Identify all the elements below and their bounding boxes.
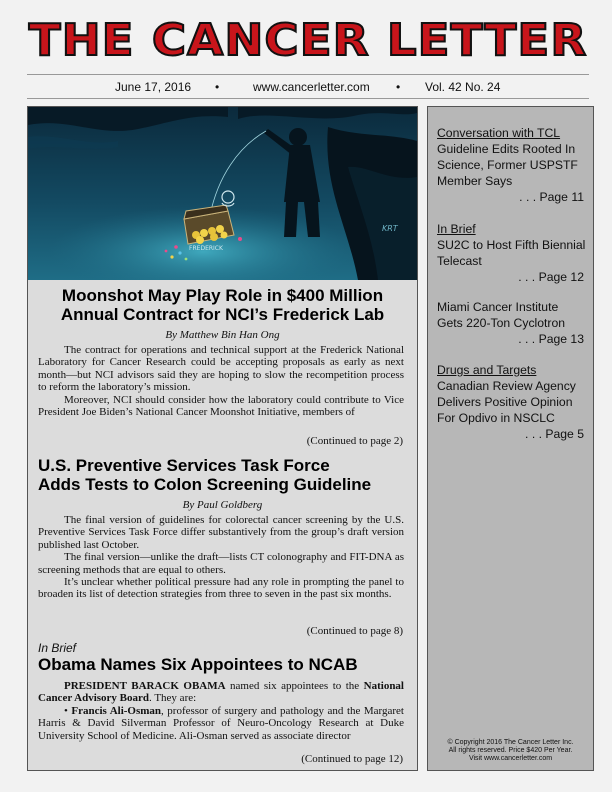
sidebar-item-opdivo[interactable] (437, 362, 587, 442)
appointee-name: Francis Ali-Osman (71, 704, 162, 717)
visit-line[interactable]: Visit www.cancerletter.com (468, 755, 553, 762)
sidebar-item-kicker: Conversation with TCL (437, 126, 561, 140)
appointee-description: , professor of surgery and pathology and the Margaret Harris & David Silverman Professor of Neuro-Oncology Research at Duke University School of Medicine. Ali-Osman served as associate director (38, 704, 404, 742)
article-3-lead-end: . They are: (149, 692, 197, 705)
article-1-headline-line-1[interactable]: Moonshot May Play Role in $400 Million (61, 286, 384, 305)
sidebar-item-page: . . . Page 11 (519, 190, 584, 204)
article-2-continued[interactable]: (Continued to page 8) (306, 625, 403, 637)
copyright-line: © Copyright 2016 The Cancer Letter Inc. (447, 739, 574, 746)
article-2-byline: By Paul Goldberg (182, 499, 263, 511)
article-1-continued[interactable]: (Continued to page 2) (306, 435, 403, 447)
article-1-body (38, 344, 404, 418)
sidebar-item-conversation[interactable] (437, 125, 587, 205)
article-1-byline: By Matthew Bin Han Ong (165, 329, 280, 341)
article-2-headline-line-1[interactable]: U.S. Preventive Services Task Force (38, 456, 330, 475)
article-2-headline-line-2[interactable]: Adds Tests to Colon Screening Guideline (38, 475, 372, 494)
copyright-notice (428, 739, 593, 763)
article-2-paragraph-1: The final version of guidelines for colorectal cancer screening by the U.S. Preventive Services Task Force differ substantively from the group’s draft version published last October. (38, 514, 404, 551)
masthead-rule-top (27, 74, 589, 75)
masthead-title: THE CANCER LETTER (28, 15, 588, 66)
sidebar-item-title: SU2C to Host Fifth Biennial Telecast (437, 238, 586, 268)
artist-signature: KRT (382, 224, 398, 233)
article-3-lead-name: PRESIDENT BARACK OBAMA (64, 680, 226, 692)
article-1-headline[interactable] (34, 286, 411, 324)
chest-label: FREDERICK (189, 245, 223, 252)
article-1-headline-line-2[interactable]: Annual Contract for NCI’s Frederick Lab (60, 305, 385, 324)
issue-date: June 17, 2016 (115, 80, 192, 94)
article-1-paragraph-2: Moreover, NCI should consider how the laboratory could contribute to Vice President Joe Biden’s National Cancer Moonshot Initiative, members of (38, 393, 404, 419)
sidebar-item-title: Miami Cancer Institute Gets 220-Ton Cyclotron (437, 300, 566, 330)
cover-illustration (28, 107, 417, 280)
issue-volume: Vol. 42 No. 24 (425, 80, 501, 94)
bullet: • (64, 704, 72, 717)
article-2-body (38, 514, 404, 601)
rights-line: All rights reserved. Price $420 Per Year. (448, 747, 573, 754)
article-3-continued[interactable]: (Continued to page 12) (301, 753, 403, 765)
sidebar-item-page: . . . Page 13 (518, 332, 584, 346)
dateline-bullet-1: • (215, 80, 220, 94)
dateline-bullet-2: • (396, 80, 401, 94)
article-3-body (38, 680, 404, 742)
dateline (27, 78, 589, 96)
article-3-paragraph-1 (38, 680, 404, 705)
article-2-paragraph-2: The final version—unlike the draft—lists CT colonography and FIT-DNA as screening methods that are equal to others. (38, 551, 404, 576)
site-link[interactable]: www.cancerletter.com (253, 80, 370, 94)
masthead-rule-bottom (27, 98, 589, 99)
article-2-headline[interactable] (38, 456, 408, 494)
sidebar-item-page: . . . Page 5 (525, 427, 584, 441)
main-column (27, 106, 418, 771)
article-3-board-name: National Cancer Advisory Board (38, 680, 404, 705)
article-1-paragraph-1: The contract for operations and technical support at the Frederick National Laboratory for Cancer Research could be accepting proposals as early as next month—but NCI advisors said they are hoping to slow the recompetition process to reform the laboratory’s mission. (38, 344, 404, 394)
article-2-paragraph-3: It’s unclear whether political pressure had any role in prompting the panel to broaden its list of detection strategies from three to seven in the past six months. (38, 576, 404, 601)
sidebar-item-cyclotron[interactable] (437, 299, 587, 347)
sidebar-item-kicker: Drugs and Targets (437, 363, 537, 377)
article-3-kicker: In Brief (38, 641, 77, 655)
sidebar-item-title: Canadian Review Agency Delivers Positive Opinion For Opdivo in NSCLC (437, 379, 576, 425)
sidebar-item-kicker: In Brief (437, 222, 476, 236)
article-3-headline[interactable]: Obama Names Six Appointees to NCAB (38, 655, 358, 674)
sidebar-item-title: Guideline Edits Rooted In Science, Former USPSTF Member Says (437, 142, 578, 188)
sidebar-item-page: . . . Page 12 (518, 270, 584, 284)
sidebar-item-su2c[interactable] (437, 221, 587, 285)
article-3-paragraph-2 (38, 705, 404, 742)
sidebar-contents (427, 106, 594, 771)
article-3-lead-mid: named six appointees to the (225, 680, 364, 692)
